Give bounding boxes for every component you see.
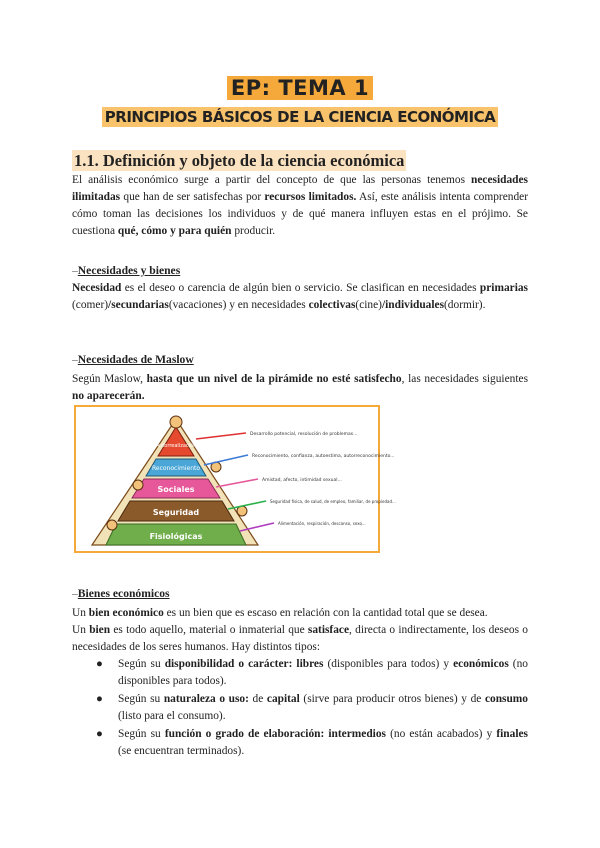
maslow-text-1: Según Maslow, xyxy=(72,373,147,385)
arrow-1 xyxy=(196,433,246,439)
goods-text-1a: Un xyxy=(72,607,89,619)
intro-text-1: El análisis económico surge a partir del concepto de que las personas tenemos xyxy=(72,174,472,186)
goods-text-2c: es todo aquello, material o inmaterial que xyxy=(110,624,308,636)
arrow-3 xyxy=(216,479,258,487)
dash-mark: – xyxy=(72,264,78,277)
page-subtitle xyxy=(0,108,600,126)
section-heading-text: 1.1. Definición y objeto de la ciencia económica xyxy=(74,151,405,170)
maslow-pyramid-image xyxy=(74,405,396,553)
goods-heading xyxy=(72,587,170,600)
bullet-bold: económicos xyxy=(453,658,509,670)
needs-text-1: es el deseo o carencia de algún bien o servicio. Se clasifican en necesidades xyxy=(121,282,480,294)
goods-bold-1b: bien económico xyxy=(88,607,164,619)
intro-text-2: que han de ser satisfechas por xyxy=(120,191,265,203)
level-label-5: Fisiológicas xyxy=(149,532,203,541)
intro-bold-2: recursos limitados. xyxy=(264,191,357,203)
pyramid-illustration xyxy=(76,407,396,551)
goods-bullet-list xyxy=(96,656,528,761)
intro-bold-1: necesidades ilimitadas xyxy=(72,174,528,203)
bullet-text: Según su xyxy=(118,693,164,705)
intro-text-3: Así, este análisis intenta comprender cómo toman las decisiones los individuos y de qué manera influyen estas en el prójimo. Se cuestiona xyxy=(72,191,529,237)
bullet-bold: disponibilidad o carácter: libres xyxy=(164,658,324,670)
title-text: EP: TEMA 1 xyxy=(227,76,373,100)
goods-bold-2b: bien xyxy=(89,624,111,636)
bullet-bold: capital xyxy=(266,693,300,705)
arrow-2 xyxy=(204,455,248,465)
needs-bold-3: /secundarias xyxy=(108,299,169,311)
intro-text-4: producir. xyxy=(231,225,276,237)
goods-text-1c: es un bien que es escaso en relación con la cantidad total que se desea. xyxy=(163,607,488,619)
bullet-text: Según su xyxy=(118,728,165,740)
needs-text-5: (dormir). xyxy=(444,299,486,311)
needs-paragraph xyxy=(72,280,528,314)
needs-bold-4: colectivas xyxy=(308,299,356,311)
intro-paragraph xyxy=(72,172,528,240)
list-item xyxy=(96,691,528,725)
maslow-bold-1: hasta que un nivel de la pirámide no esté satisfecho xyxy=(146,373,402,385)
bullet-text: de xyxy=(248,693,267,705)
section-heading xyxy=(72,151,406,171)
bullet-bold: función o grado de elaboración: intermedios xyxy=(164,728,386,740)
dash-mark: – xyxy=(72,587,78,600)
list-item xyxy=(96,726,528,760)
needs-heading-text: Necesidades y bienes xyxy=(77,264,181,277)
maslow-bold-2: no aparecerán. xyxy=(72,390,145,402)
bullet-text: (listo para el consumo). xyxy=(118,710,226,722)
level-label-1: Autorrealización xyxy=(155,443,197,449)
level-label-4: Seguridad xyxy=(152,508,200,517)
goods-line-2 xyxy=(72,622,528,656)
bullet-text: (no disponibles para todos). xyxy=(118,658,528,687)
list-item xyxy=(96,656,528,690)
bullet-bold: consumo xyxy=(484,693,528,705)
dash-mark: – xyxy=(72,353,78,366)
level-label-3: Sociales xyxy=(157,485,195,494)
bullet-dot: ● xyxy=(96,728,103,740)
needs-heading xyxy=(72,264,180,277)
bullet-text: Según su xyxy=(118,658,165,670)
goods-bold-2d: satisface xyxy=(307,624,350,636)
arrow-4 xyxy=(228,501,266,509)
maslow-text-2: , las necesidades siguientes xyxy=(401,373,529,385)
goods-text-2e: , directa o indirectamente, los deseos o necesidades de los seres humanos. Hay distintos tipos: xyxy=(72,624,528,653)
maslow-paragraph xyxy=(72,371,528,405)
level-note-4: Seguridad física, de salud, de empleo, familiar, de propiedad... xyxy=(270,499,396,504)
bullet-text: (disponibles para todos) y xyxy=(323,658,454,670)
needs-text-3: (vacaciones) y en necesidades xyxy=(168,299,309,311)
needs-bold-2: primarias xyxy=(479,282,528,294)
subtitle-text: PRINCIPIOS BÁSICOS DE LA CIENCIA ECONÓMICA xyxy=(102,107,498,127)
bullet-bold: finales xyxy=(496,728,528,740)
needs-text-4: (cine) xyxy=(355,299,382,311)
bullet-dot: ● xyxy=(96,693,103,705)
goods-text-2a: Un xyxy=(72,624,90,636)
bullet-bold: naturaleza o uso: xyxy=(163,693,249,705)
needs-bold-5: /individuales xyxy=(381,299,445,311)
bullet-text: (sirve para producir otros bienes) y de xyxy=(299,693,485,705)
level-note-3: Amistad, afecto, intimidad sexual... xyxy=(262,478,342,483)
goods-line-1 xyxy=(72,605,528,622)
maslow-heading-text: Necesidades de Maslow xyxy=(77,353,194,366)
bullet-text: (no están acabados) y xyxy=(385,728,497,740)
goods-heading-text: Bienes económicos xyxy=(77,587,170,600)
page-title xyxy=(0,76,600,100)
intro-bold-3: qué, cómo y para quién xyxy=(117,225,232,237)
needs-text-2: (comer) xyxy=(72,299,109,311)
level-note-5: Alimentación, respiración, descanso, sexo... xyxy=(278,521,366,526)
level-note-2: Reconocimiento, confianza, autoestima, autorreconocimiento... xyxy=(252,454,395,459)
level-note-1: Desarrollo potencial, resolución de problemas... xyxy=(250,432,358,437)
level-label-2: Reconocimiento xyxy=(151,465,201,472)
bullet-text: (se encuentran terminados). xyxy=(118,745,245,757)
maslow-heading xyxy=(72,353,194,366)
needs-bold-1: Necesidad xyxy=(72,282,122,294)
bullet-dot: ● xyxy=(96,658,103,670)
